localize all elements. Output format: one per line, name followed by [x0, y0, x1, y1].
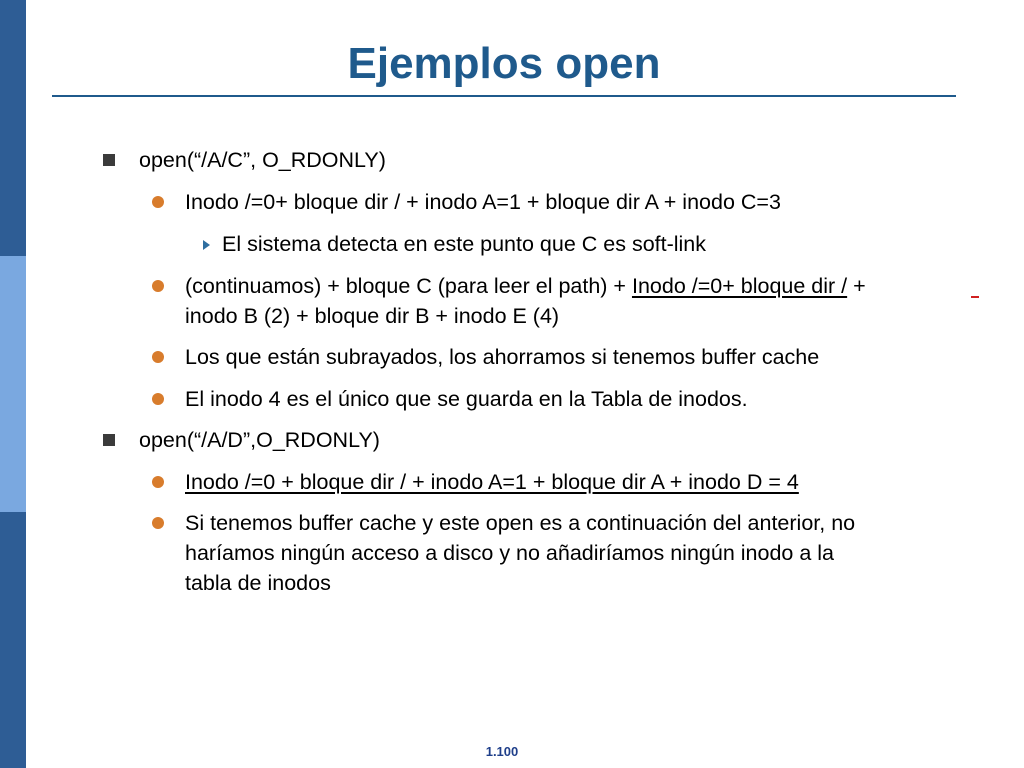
bullet-continuamos-line2: inodo B (2) + bloque dir B + inodo E (4) — [185, 304, 560, 328]
bullet-buffer-cache-line3: tabla de inodos — [185, 571, 331, 595]
continuamos-tail: + — [847, 274, 866, 298]
left-accent-bar-light-segment — [0, 256, 26, 512]
red-underline-mark — [971, 296, 979, 298]
dot-bullet-icon — [152, 196, 164, 208]
bullet-continuamos-line1 — [185, 271, 866, 301]
dot-bullet-icon — [152, 351, 164, 363]
dot-bullet-icon — [152, 517, 164, 529]
bullet-buffer-cache-line1: Si tenemos buffer cache y este open es a continuación del anterior, no — [185, 511, 856, 535]
bullet-subrayados: Los que están subrayados, los ahorramos si tenemos buffer cache — [185, 345, 820, 369]
left-accent-bar — [0, 0, 26, 768]
bullet-buffer-cache-line2: haríamos ningún acceso a disco y no añadiríamos ningún inodo a la — [185, 541, 834, 565]
bullet-open-a-d: open(“/A/D”,O_RDONLY) — [139, 428, 380, 452]
bullet-inodo-path-d: Inodo /=0 + bloque dir / + inodo A=1 + bloque dir A + inodo D = 4 — [185, 470, 799, 494]
slide-title: Ejemplos open — [347, 39, 661, 88]
triangle-bullet-icon — [203, 240, 210, 250]
title-underline-rule — [52, 95, 956, 97]
square-bullet-icon — [103, 434, 115, 446]
dot-bullet-icon — [152, 476, 164, 488]
dot-bullet-icon — [152, 393, 164, 405]
bullet-open-a-c: open(“/A/C”, O_RDONLY) — [139, 148, 386, 172]
bullet-inodo-path-c: Inodo /=0+ bloque dir / + inodo A=1 + bloque dir A + inodo C=3 — [185, 190, 781, 214]
page-number: 1.100 — [485, 744, 519, 759]
continuamos-plain: (continuamos) + bloque C (para leer el path) + — [185, 274, 632, 298]
dot-bullet-icon — [152, 280, 164, 292]
continuamos-underlined: Inodo /=0+ bloque dir / — [631, 274, 848, 298]
bullet-inodo-4-tabla: El inodo 4 es el único que se guarda en la Tabla de inodos. — [185, 387, 748, 411]
square-bullet-icon — [103, 154, 115, 166]
bullet-soft-link-detect: El sistema detecta en este punto que C es soft-link — [222, 232, 707, 256]
